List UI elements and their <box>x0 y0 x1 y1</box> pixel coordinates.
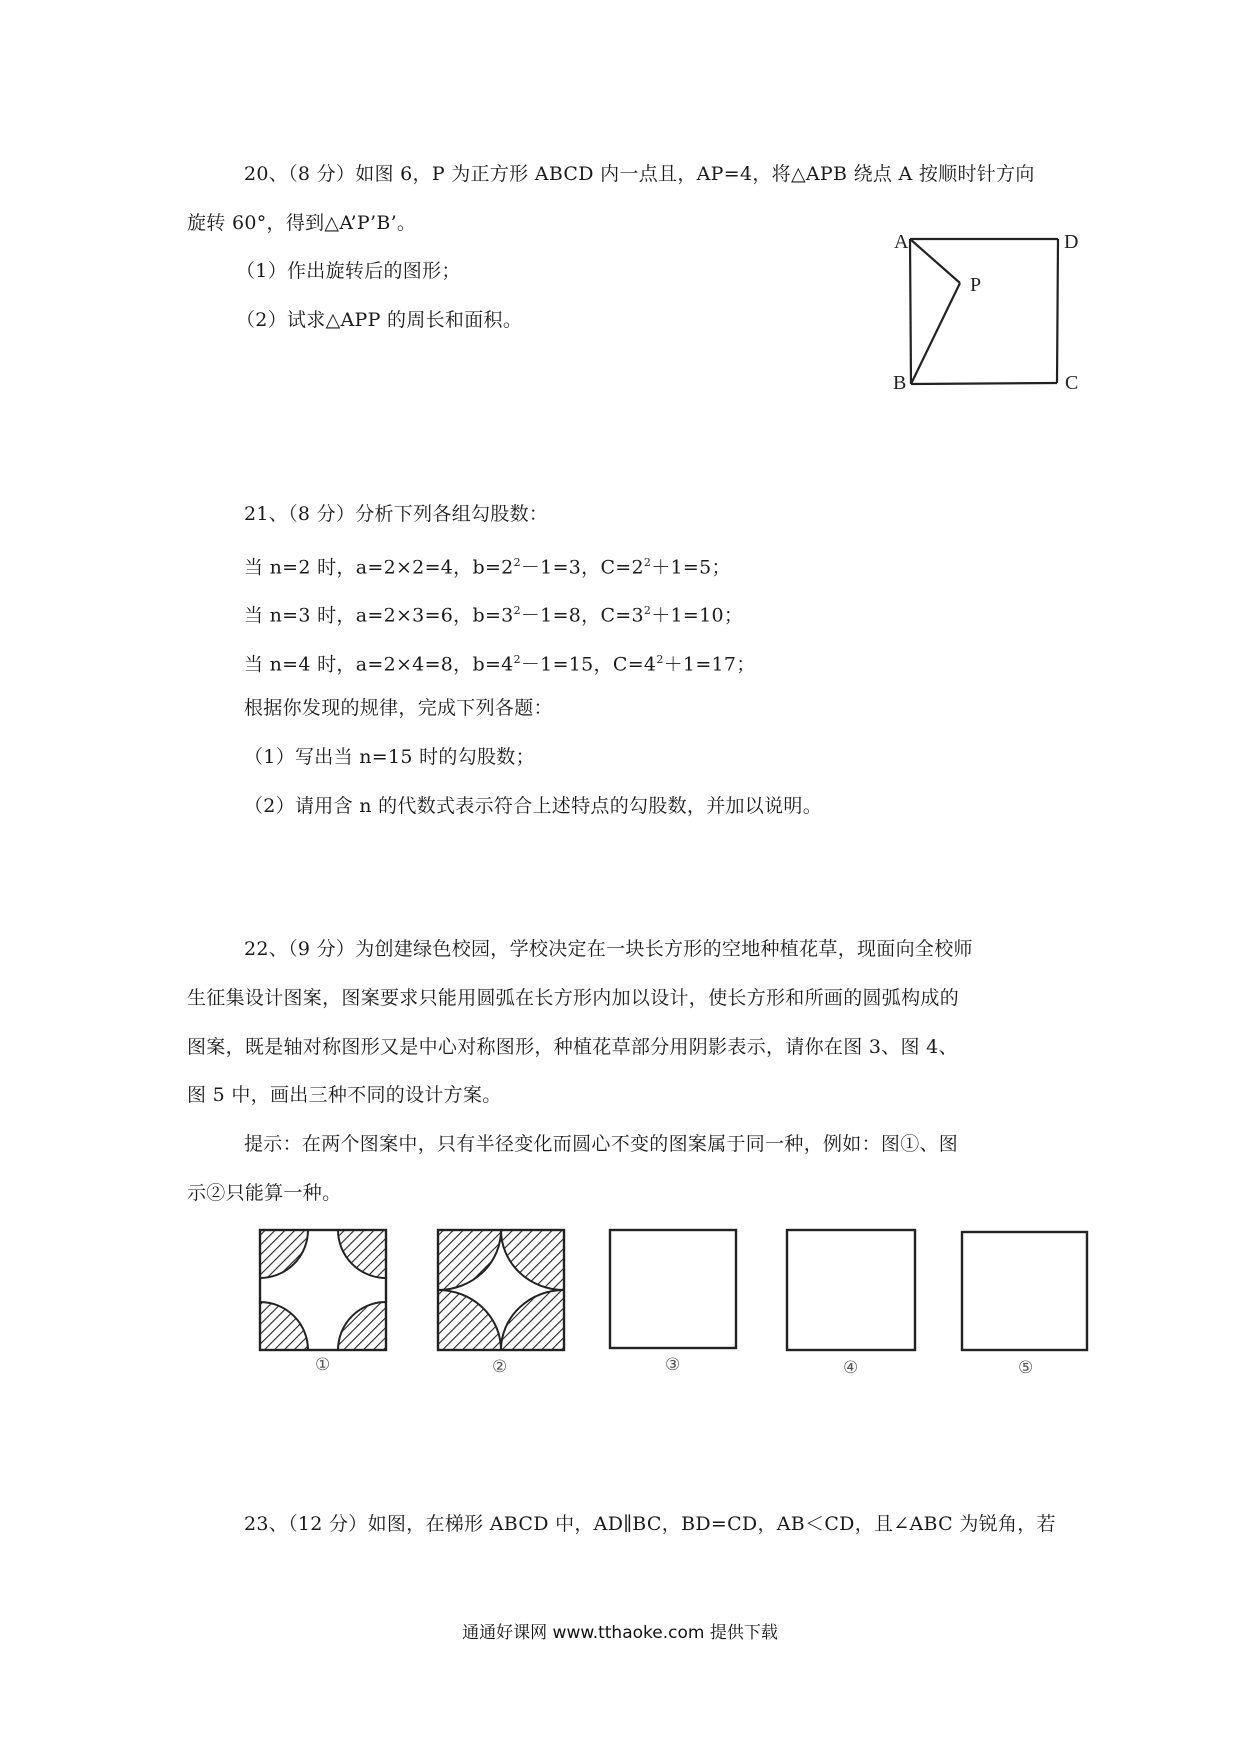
page-footer: 通通好课网 www.tthaoke.com 提供下载 <box>462 1623 778 1643</box>
q20-line-2: 旋转 60°，得到△A’P’B’。 <box>187 212 417 234</box>
q21-sub-1: （1）写出当 n=15 时的勾股数； <box>244 746 535 768</box>
design-figure-3 <box>610 1230 736 1348</box>
vertex-label-c: C <box>1065 372 1079 394</box>
q21-case-n4-lead: 当 n=4 时，a=2×4=8，b=4 <box>244 653 514 676</box>
exponent: 2 <box>513 653 521 666</box>
design-figure-1 <box>260 1230 386 1350</box>
vertex-label-d: D <box>1064 231 1079 253</box>
figure-2-caption: ② <box>492 1357 508 1376</box>
q22-line-4: 图 5 中，画出三种不同的设计方案。 <box>187 1084 502 1106</box>
design-figure-5 <box>962 1232 1087 1350</box>
q21-sub-2: （2）请用含 n 的代数式表示符合上述特点的勾股数，并加以说明。 <box>244 795 823 817</box>
q22-line-1: 22、（9 分）为创建绿色校园，学校决定在一块长方形的空地种植花草，现面向全校师 <box>244 938 973 960</box>
q21-case-n4-tail: ＋1=17； <box>663 653 756 676</box>
exponent: 2 <box>513 604 521 617</box>
exponent: 2 <box>643 556 652 569</box>
figure-1-caption: ① <box>315 1355 331 1374</box>
q20-sub-1: （1）作出旋转后的图形； <box>236 260 461 282</box>
q21-case-n2 <box>244 551 731 579</box>
q21-case-n3-mid: －1=8，C=3 <box>520 604 644 627</box>
exponent: 2 <box>656 653 664 666</box>
vertex-label-a: A <box>894 231 909 253</box>
q21-case-n2-lead: 当 n=2 时，a=2×2=4，b=2 <box>244 556 514 579</box>
q21-rule: 根据你发现的规律，完成下列各题： <box>244 697 553 719</box>
q20-line-1: 20、（8 分）如图 6，P 为正方形 ABCD 内一点且，AP=4，将△APB 绕点 A 按顺时针方向 <box>244 163 1035 185</box>
q21-case-n3-lead: 当 n=3 时，a=2×3=6，b=3 <box>244 604 514 627</box>
design-figure-4 <box>787 1230 915 1350</box>
vertex-label-b: B <box>893 372 907 394</box>
exponent: 2 <box>513 556 521 569</box>
figure-6-square-abcd <box>880 225 1100 400</box>
q22-hint-2: 示②只能算一种。 <box>187 1182 342 1204</box>
q21-case-n4-mid: －1=15，C=4 <box>520 653 657 676</box>
exponent: 2 <box>643 604 652 617</box>
q21-case-n2-tail: ＋1=5； <box>651 556 731 579</box>
q22-line-2: 生征集设计图案，图案要求只能用圆弧在长方形内加以设计，使长方形和所画的圆弧构成的 <box>187 987 960 1009</box>
q21-line-1: 21、（8 分）分析下列各组勾股数： <box>244 503 549 525</box>
q23-line-1: 23、（12 分）如图，在梯形 ABCD 中，AD∥BC，BD=CD，AB＜CD，且∠ABC 为锐角，若 <box>244 1513 1056 1535</box>
figure-5-caption: ⑤ <box>1018 1358 1034 1377</box>
design-figures-row <box>240 1225 1100 1380</box>
q21-case-n4 <box>244 648 756 676</box>
vertex-label-p: P <box>970 274 982 296</box>
figure-3-caption: ③ <box>665 1355 681 1374</box>
q21-case-n3-tail: ＋1=10； <box>651 604 744 627</box>
figure-4-caption: ④ <box>843 1358 859 1377</box>
q20-sub-2: （2）试求△APP 的周长和面积。 <box>236 309 523 331</box>
q22-hint-1: 提示：在两个图案中，只有半径变化而圆心不变的图案属于同一种，例如：图①、图 <box>244 1133 959 1155</box>
q21-case-n3 <box>244 599 743 627</box>
q21-case-n2-mid: －1=3，C=2 <box>520 556 644 579</box>
q22-line-3: 图案，既是轴对称图形又是中心对称图形，种植花草部分用阴影表示，请你在图 3、图 4、 <box>187 1036 958 1058</box>
design-figure-2 <box>438 1230 564 1350</box>
